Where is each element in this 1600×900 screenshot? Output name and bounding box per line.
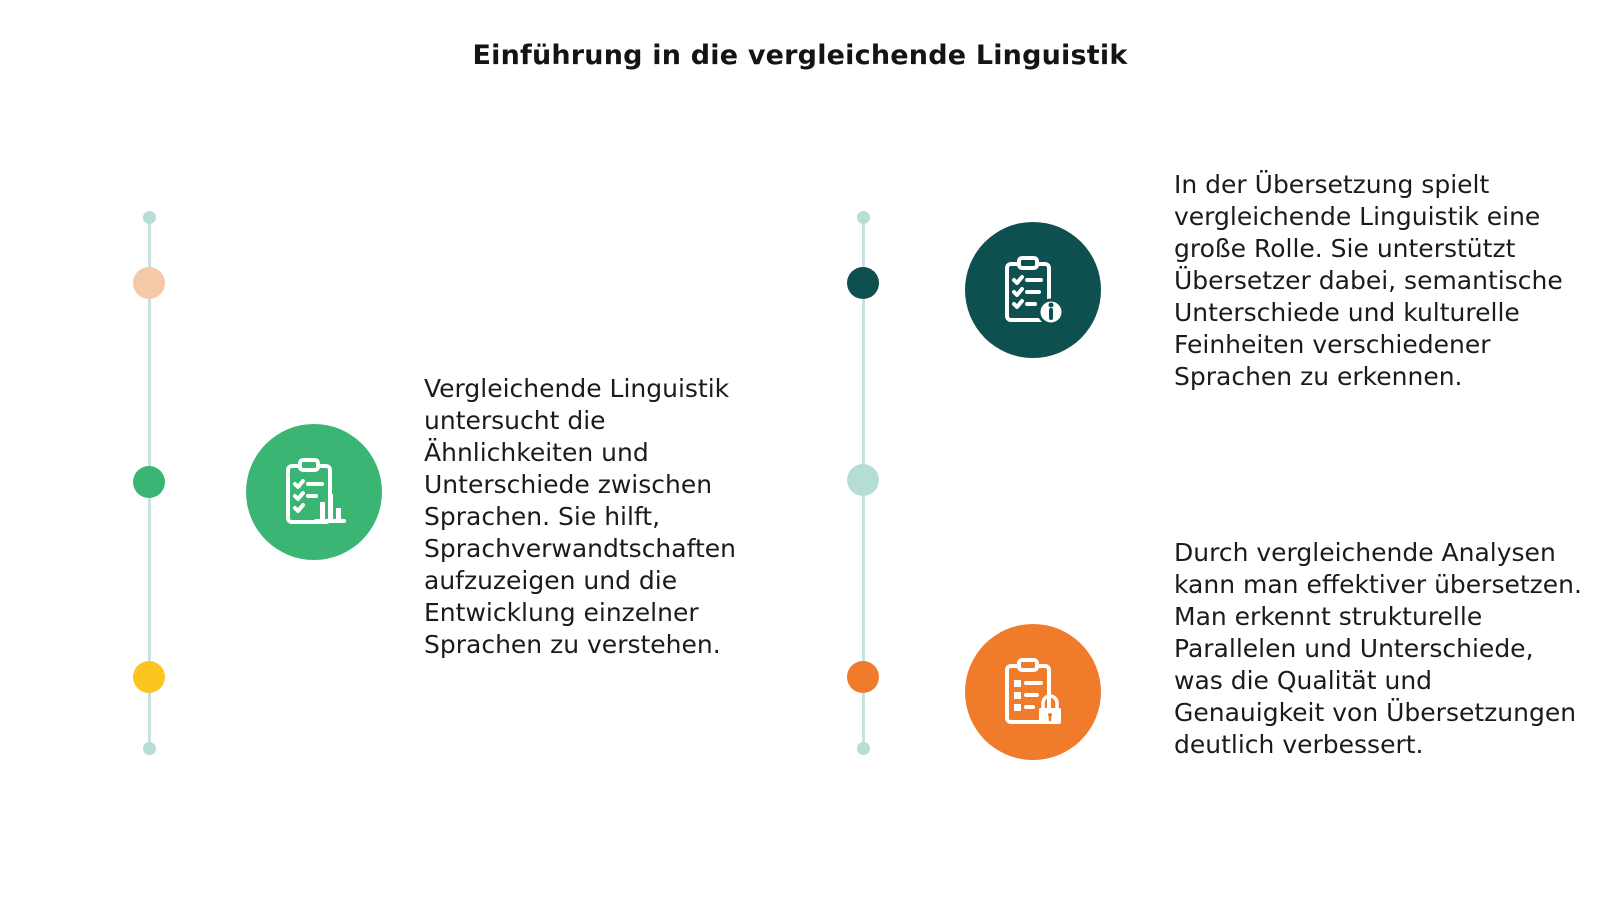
timeline-marker-green <box>133 466 165 498</box>
timeline-middle <box>843 210 883 770</box>
timeline-start-cap <box>143 211 156 224</box>
clipboard-lock-icon <box>965 624 1101 760</box>
item-text-2: In der Übersetzung spielt vergleichende Linguistik eine große Rolle. Sie unterstützt Übersetzer dabei, semantische Unterschiede und kulturelle Feinheiten verschiedener Sprachen zu erkennen. <box>1174 170 1563 391</box>
clipboard-chart-icon <box>246 424 382 560</box>
timeline-marker-light-teal <box>847 464 879 496</box>
timeline-start-cap <box>857 211 870 224</box>
timeline-marker-yellow <box>133 661 165 693</box>
timeline-left <box>129 210 169 770</box>
item-text-3: Durch vergleichende Analysen kann man effektiver übersetzen. Man erkennt strukturelle Parallelen und Unterschiede, was die Qualität und Genauigkeit von Übersetzungen deutlich verbessert. <box>1174 538 1582 759</box>
page-title: Einführung in die vergleichende Linguistik <box>472 40 1128 71</box>
timeline-marker-orange <box>847 661 879 693</box>
timeline-marker-peach <box>133 267 165 299</box>
item-text-1: Vergleichende Linguistik untersucht die Ähnlichkeiten und Unterschiede zwischen Sprachen. Sie hilft, Sprachverwandtschaften aufzuzeigen und die Entwicklung einzelner Sprachen zu verstehen. <box>424 374 736 659</box>
timeline-end-cap <box>857 742 870 755</box>
timeline-marker-dark-teal <box>847 267 879 299</box>
timeline-end-cap <box>143 742 156 755</box>
clipboard-info-icon <box>965 222 1101 358</box>
